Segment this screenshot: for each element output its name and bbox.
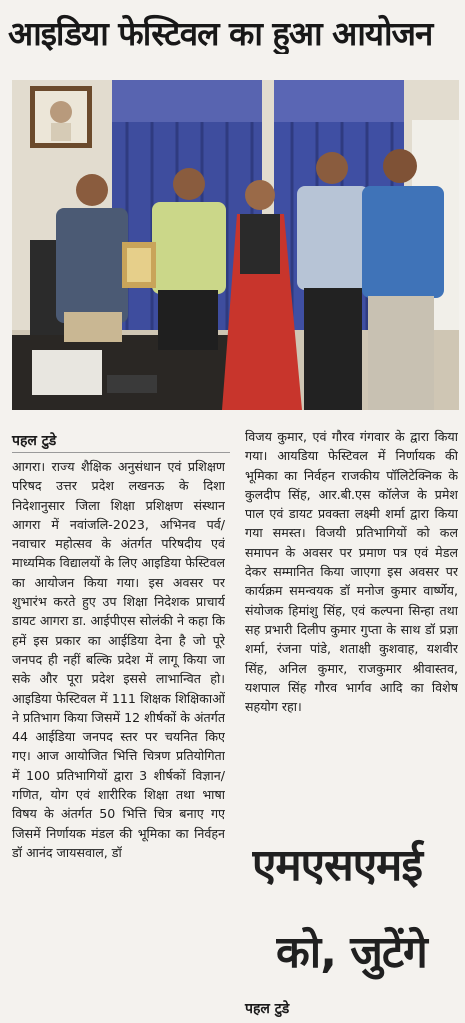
article-column-2 [245,427,458,819]
article-column-1-text: आगरा। राज्य शैक्षिक अनुसंधान एवं प्रशिक्षण परिषद उत्तर प्रदेश लखनऊ के दिशा निदेशानुसार जिला शिक्षा प्रशिक्षण संस्थान आगरा में नवांजलि-2023, अभिनव पर्व/नवाचार महोत्सव के अंतर्गत परिषदीय एवं माध्यमिक विद्यालयों के लिए आइडिया फेस्टिवल का आयोजन किया गया। इस अवसर पर शुभारंभ करते हुए उप शिक्षा निदेशक प्राचार्य डायट आगरा डा. आईपीएस सोलंकी ने कहा कि हमें इस प्रकार का आईडिया देना है जो पूरे जनपद ही नहीं बल्कि प्रदेश में लागू किया जा सके और पूरा प्रदेश इससे लाभान्वित हो। आइडिया फेस्टिवल में 111 शिक्षक शिक्षिकाओं ने प्रतिभाग किया जिसमें 12 शीर्षकों के अंतर्गत 44 आईडिया जनपद स्तर पर चयनित किए गए। आज आयोजित भित्ति चित्रण प्रतियोगिता में 100 प्रतिभागियों द्वारा 3 शीर्षकों विज्ञान/गणित, योग एवं शारीरिक शिक्षा तथा भाषा विषय के अंतर्गत 50 भित्ति चित्र बनाए गए जिसमें निर्णायक मंडल की भूमिका का निर्वहन डॉ आनंद जायसवाल, डॉ [12,459,225,860]
article-column-1 [12,457,225,1022]
event-photo-illustration [12,80,459,410]
headline: आइडिया फेस्टिवल का हुआ आयोजन [8,14,433,53]
next-article-byline: पहल टुडे [245,1001,290,1017]
article-column-2-text: विजय कुमार, एवं गौरव गंगवार के द्वारा किया गया। आयडिया फेस्टिवल में निर्णायक की भूमिका का निर्वहन राजकीय पॉलिटेक्निक के कुलदीप सिंह, आर.बी.एस कॉलेज के प्रमेश पाल एवं डायट प्रवक्ता लक्ष्मी शर्मा द्वारा किया गया समस्त। विजयी प्रतिभागियों को कल समापन के अवसर पर प्रमाण पत्र एवं मेडल देकर सम्मानित किया जाएगा इस अवसर पर कार्यक्रम समन्वयक डॉ मनोज कुमार वार्ष्णेय, संयोजक हिमांशु सिंह, एवं कल्पना सिन्हा तथा सह प्रभारी दिलीप कुमार गुप्ता के साथ डॉ प्रज्ञा शर्मा, रंजना पांडे, शताक्षी कुशवाह, यशवीर सिंह, अनिल कुमार, राजकुमार श्रीवास्तव, यशपाल सिंह गौरव भार्गव आदि का विशेष सहयोग रहा। [245,429,458,715]
next-article-headline-line2: को, जुटेंगे [276,927,427,978]
byline: पहल टुडे [12,433,57,449]
byline-rule [12,452,230,453]
event-photo [12,80,459,410]
next-article-headline-line1: एमएसएमई [252,840,422,891]
